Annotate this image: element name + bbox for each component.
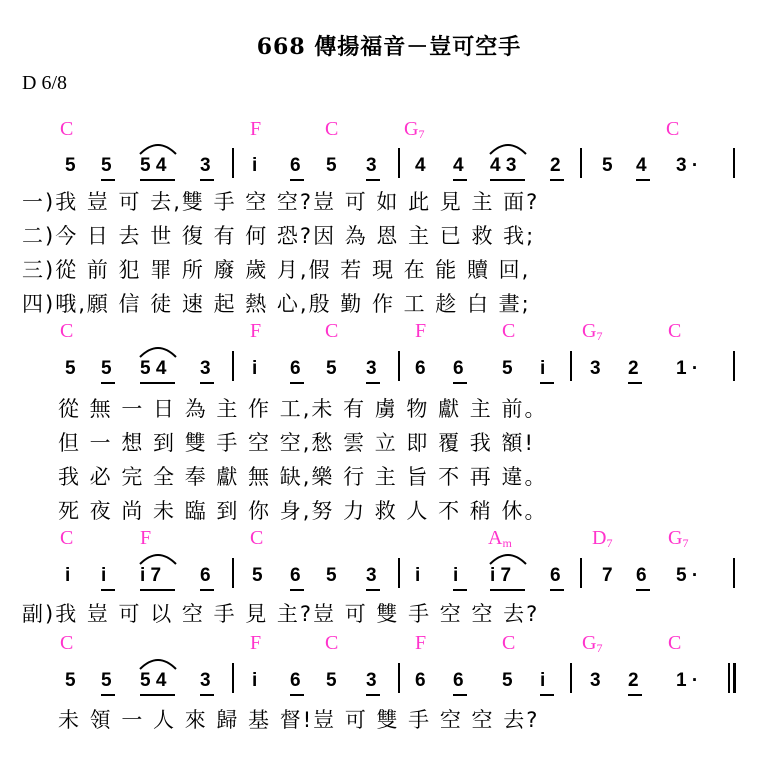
note: 5: [502, 670, 513, 691]
note: i: [540, 670, 546, 691]
barline: [733, 558, 735, 588]
slur: [488, 140, 528, 156]
chord: F: [250, 320, 262, 342]
note: i 7: [140, 565, 162, 586]
note: 4 3: [490, 155, 517, 176]
note: 3: [200, 670, 211, 691]
chord: C: [60, 527, 74, 549]
underlines: [0, 178, 778, 184]
note: i: [101, 565, 107, 586]
barline: [398, 558, 400, 588]
note: 5 4: [140, 358, 167, 379]
barline: [580, 558, 582, 588]
note: 5: [326, 565, 337, 586]
note: i 7: [490, 565, 512, 586]
chord: [592, 527, 612, 551]
barline: [580, 148, 582, 178]
barline: [232, 558, 234, 588]
lyric-line: 未 領 一 人 來 歸 基 督!豈 可 雙 手 空 空 去?: [58, 708, 540, 732]
note: 5: [101, 358, 112, 379]
chord: [404, 118, 424, 142]
barline: [232, 148, 234, 178]
lyric-line: 四)哦,願 信 徒 速 起 熱 心,殷 勤 作 工 趁 白 晝;: [22, 292, 531, 316]
slur: [138, 655, 178, 671]
note: 4: [453, 155, 464, 176]
note: 5: [252, 565, 263, 586]
note: 6: [453, 670, 464, 691]
note: i: [252, 670, 258, 691]
note: 6: [415, 358, 426, 379]
note: 3: [366, 565, 377, 586]
barline: [232, 663, 234, 693]
barline: [570, 351, 572, 381]
note: i: [252, 155, 258, 176]
note: 7: [602, 565, 613, 586]
lyric-line: 從 無 一 日 為 主 作 工,未 有 虜 物 獻 主 前。: [58, 397, 548, 421]
chord-root: A: [488, 527, 503, 549]
note: 5: [502, 358, 513, 379]
note: 5: [101, 670, 112, 691]
chord: F: [250, 118, 262, 140]
note: 5 4: [140, 155, 167, 176]
note: 5: [602, 155, 613, 176]
key-signature: D 6/8: [22, 72, 67, 94]
chord: C: [60, 632, 74, 654]
note: 5: [326, 155, 337, 176]
lyric-line: 副)我 豈 可 以 空 手 見 主?豈 可 雙 手 空 空 去?: [22, 602, 540, 626]
chord: [582, 320, 602, 344]
barline: [570, 663, 572, 693]
note: 1 ·: [676, 358, 699, 379]
chord-root: G: [582, 320, 597, 342]
chord-root: D: [592, 527, 607, 549]
chord: F: [415, 632, 427, 654]
note: 6: [200, 565, 211, 586]
chord: [488, 527, 512, 551]
chord-sub: 7: [682, 536, 689, 550]
note: 6: [453, 358, 464, 379]
barline: [398, 351, 400, 381]
note: 6: [550, 565, 561, 586]
lyric-line: 我 必 完 全 奉 獻 無 缺,樂 行 主 旨 不 再 違。: [58, 465, 548, 489]
note: 5: [326, 358, 337, 379]
note: 1 ·: [676, 670, 699, 691]
chord: F: [140, 527, 152, 549]
barline: [398, 148, 400, 178]
note: 4: [415, 155, 426, 176]
chord: C: [60, 118, 74, 140]
note: 6: [290, 670, 301, 691]
chord: F: [415, 320, 427, 342]
note: 6: [415, 670, 426, 691]
chord: C: [325, 118, 339, 140]
final-barline: [728, 663, 730, 693]
note: 3: [200, 155, 211, 176]
note: 3: [366, 155, 377, 176]
chord: C: [666, 118, 680, 140]
note: 5: [65, 358, 76, 379]
note: 3: [590, 670, 601, 691]
note: i: [540, 358, 546, 379]
chord: C: [502, 632, 516, 654]
underlines: [0, 693, 778, 699]
slur: [138, 343, 178, 359]
chord-root: G: [404, 118, 419, 140]
note: 6: [290, 155, 301, 176]
chord-sub: 7: [596, 641, 603, 655]
note: 3 ·: [676, 155, 699, 176]
note: i: [415, 565, 421, 586]
note: 2: [550, 155, 561, 176]
barline: [398, 663, 400, 693]
chord-root: G: [668, 527, 683, 549]
note: 3: [200, 358, 211, 379]
slur: [138, 550, 178, 566]
note: 3: [366, 670, 377, 691]
note: 6: [290, 565, 301, 586]
underlines: [0, 381, 778, 387]
note: 4: [636, 155, 647, 176]
lyric-line: 三)從 前 犯 罪 所 廢 歲 月,假 若 現 在 能 贖 回,: [22, 258, 531, 282]
final-barline: [733, 663, 736, 693]
lyric-line: 但 一 想 到 雙 手 空 空,愁 雲 立 即 覆 我 額!: [58, 431, 535, 455]
chord: [582, 632, 602, 656]
note: i: [252, 358, 258, 379]
note: 6: [636, 565, 647, 586]
chord: F: [250, 632, 262, 654]
note: 5 ·: [676, 565, 699, 586]
chord: C: [60, 320, 74, 342]
chord-sub: m: [502, 536, 512, 550]
barline: [232, 351, 234, 381]
note: 2: [628, 358, 639, 379]
note: 5: [326, 670, 337, 691]
note: 5 4: [140, 670, 167, 691]
slur: [488, 550, 528, 566]
note: 2: [628, 670, 639, 691]
lyric-line: 二)今 日 去 世 復 有 何 恐?因 為 恩 主 已 救 我;: [22, 224, 536, 248]
note: 5: [101, 155, 112, 176]
note: 5: [65, 155, 76, 176]
slur: [138, 140, 178, 156]
chord: C: [668, 632, 682, 654]
chord-sub: 7: [606, 536, 613, 550]
note: 3: [590, 358, 601, 379]
barline: [733, 351, 735, 381]
note: i: [453, 565, 459, 586]
chord-sub: 7: [418, 127, 425, 141]
chord: [668, 527, 688, 551]
chord: C: [325, 320, 339, 342]
note: 6: [290, 358, 301, 379]
hymn-title: 668 傳揚福音－豈可空手: [256, 34, 522, 60]
barline: [733, 148, 735, 178]
note: 3: [366, 358, 377, 379]
note: 5: [65, 670, 76, 691]
chord: C: [668, 320, 682, 342]
lyric-line: 死 夜 尚 未 臨 到 你 身,努 力 救 人 不 稍 休。: [58, 499, 548, 523]
chord-root: G: [582, 632, 597, 654]
chord: C: [250, 527, 264, 549]
chord: C: [502, 320, 516, 342]
note: i: [65, 565, 71, 586]
chord-sub: 7: [596, 329, 603, 343]
lyric-line: 一)我 豈 可 去,雙 手 空 空?豈 可 如 此 見 主 面?: [22, 190, 540, 214]
chord: C: [325, 632, 339, 654]
underlines: [0, 588, 778, 594]
